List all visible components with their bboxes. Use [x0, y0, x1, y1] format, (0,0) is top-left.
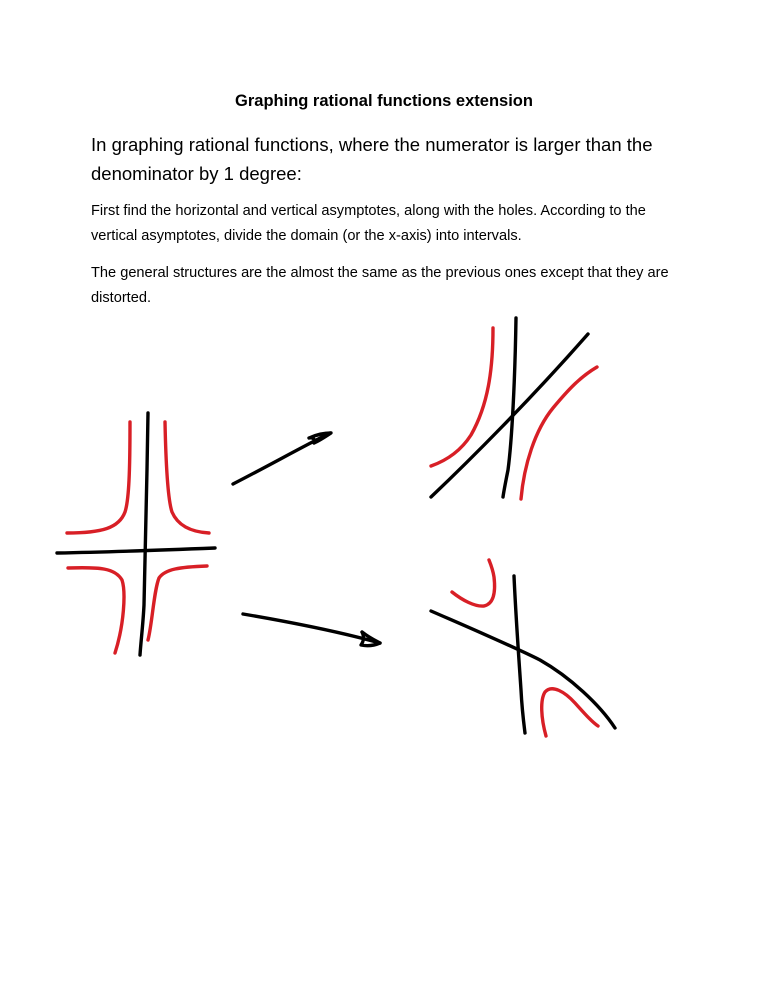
arrow-to-top-sketch [233, 433, 331, 484]
intro-paragraph: In graphing rational functions, where the numerator is larger than the denominator by 1 degree: [91, 134, 653, 184]
arrow-line-down [243, 614, 380, 643]
horizontal-asymptote [57, 548, 215, 553]
document-title: Graphing rational functions extension [235, 92, 533, 110]
curve-branch-upper-left-small [452, 560, 495, 606]
instruction-paragraph: First find the horizontal and vertical asymptotes, along with the holes. According to the vertical asymptotes, divide the domain (or the x-axis) into intervals. [91, 203, 646, 244]
arrowhead-down [361, 632, 380, 646]
arrow-to-bottom-sketch [243, 614, 380, 646]
vertical-asymptote [140, 413, 148, 655]
vertical-asymptote-top [503, 318, 516, 497]
structure-paragraph: The general structures are the almost the same as the previous ones except that they are distorted. [91, 265, 669, 306]
hyperbola-branch-top-right [165, 422, 209, 533]
hyperbola-branch-bottom-right [148, 566, 207, 640]
vertical-asymptote-bottom [514, 576, 525, 733]
hyperbola-branch-bottom-left [68, 568, 124, 653]
curve-branch-lower-right [521, 367, 597, 499]
standard-hyperbola-sketch [57, 413, 215, 655]
slant-decreasing-sketch [431, 560, 615, 736]
slant-increasing-sketch [431, 318, 597, 499]
slant-asymptote-top [431, 334, 588, 497]
hyperbola-branch-top-left [67, 422, 130, 533]
